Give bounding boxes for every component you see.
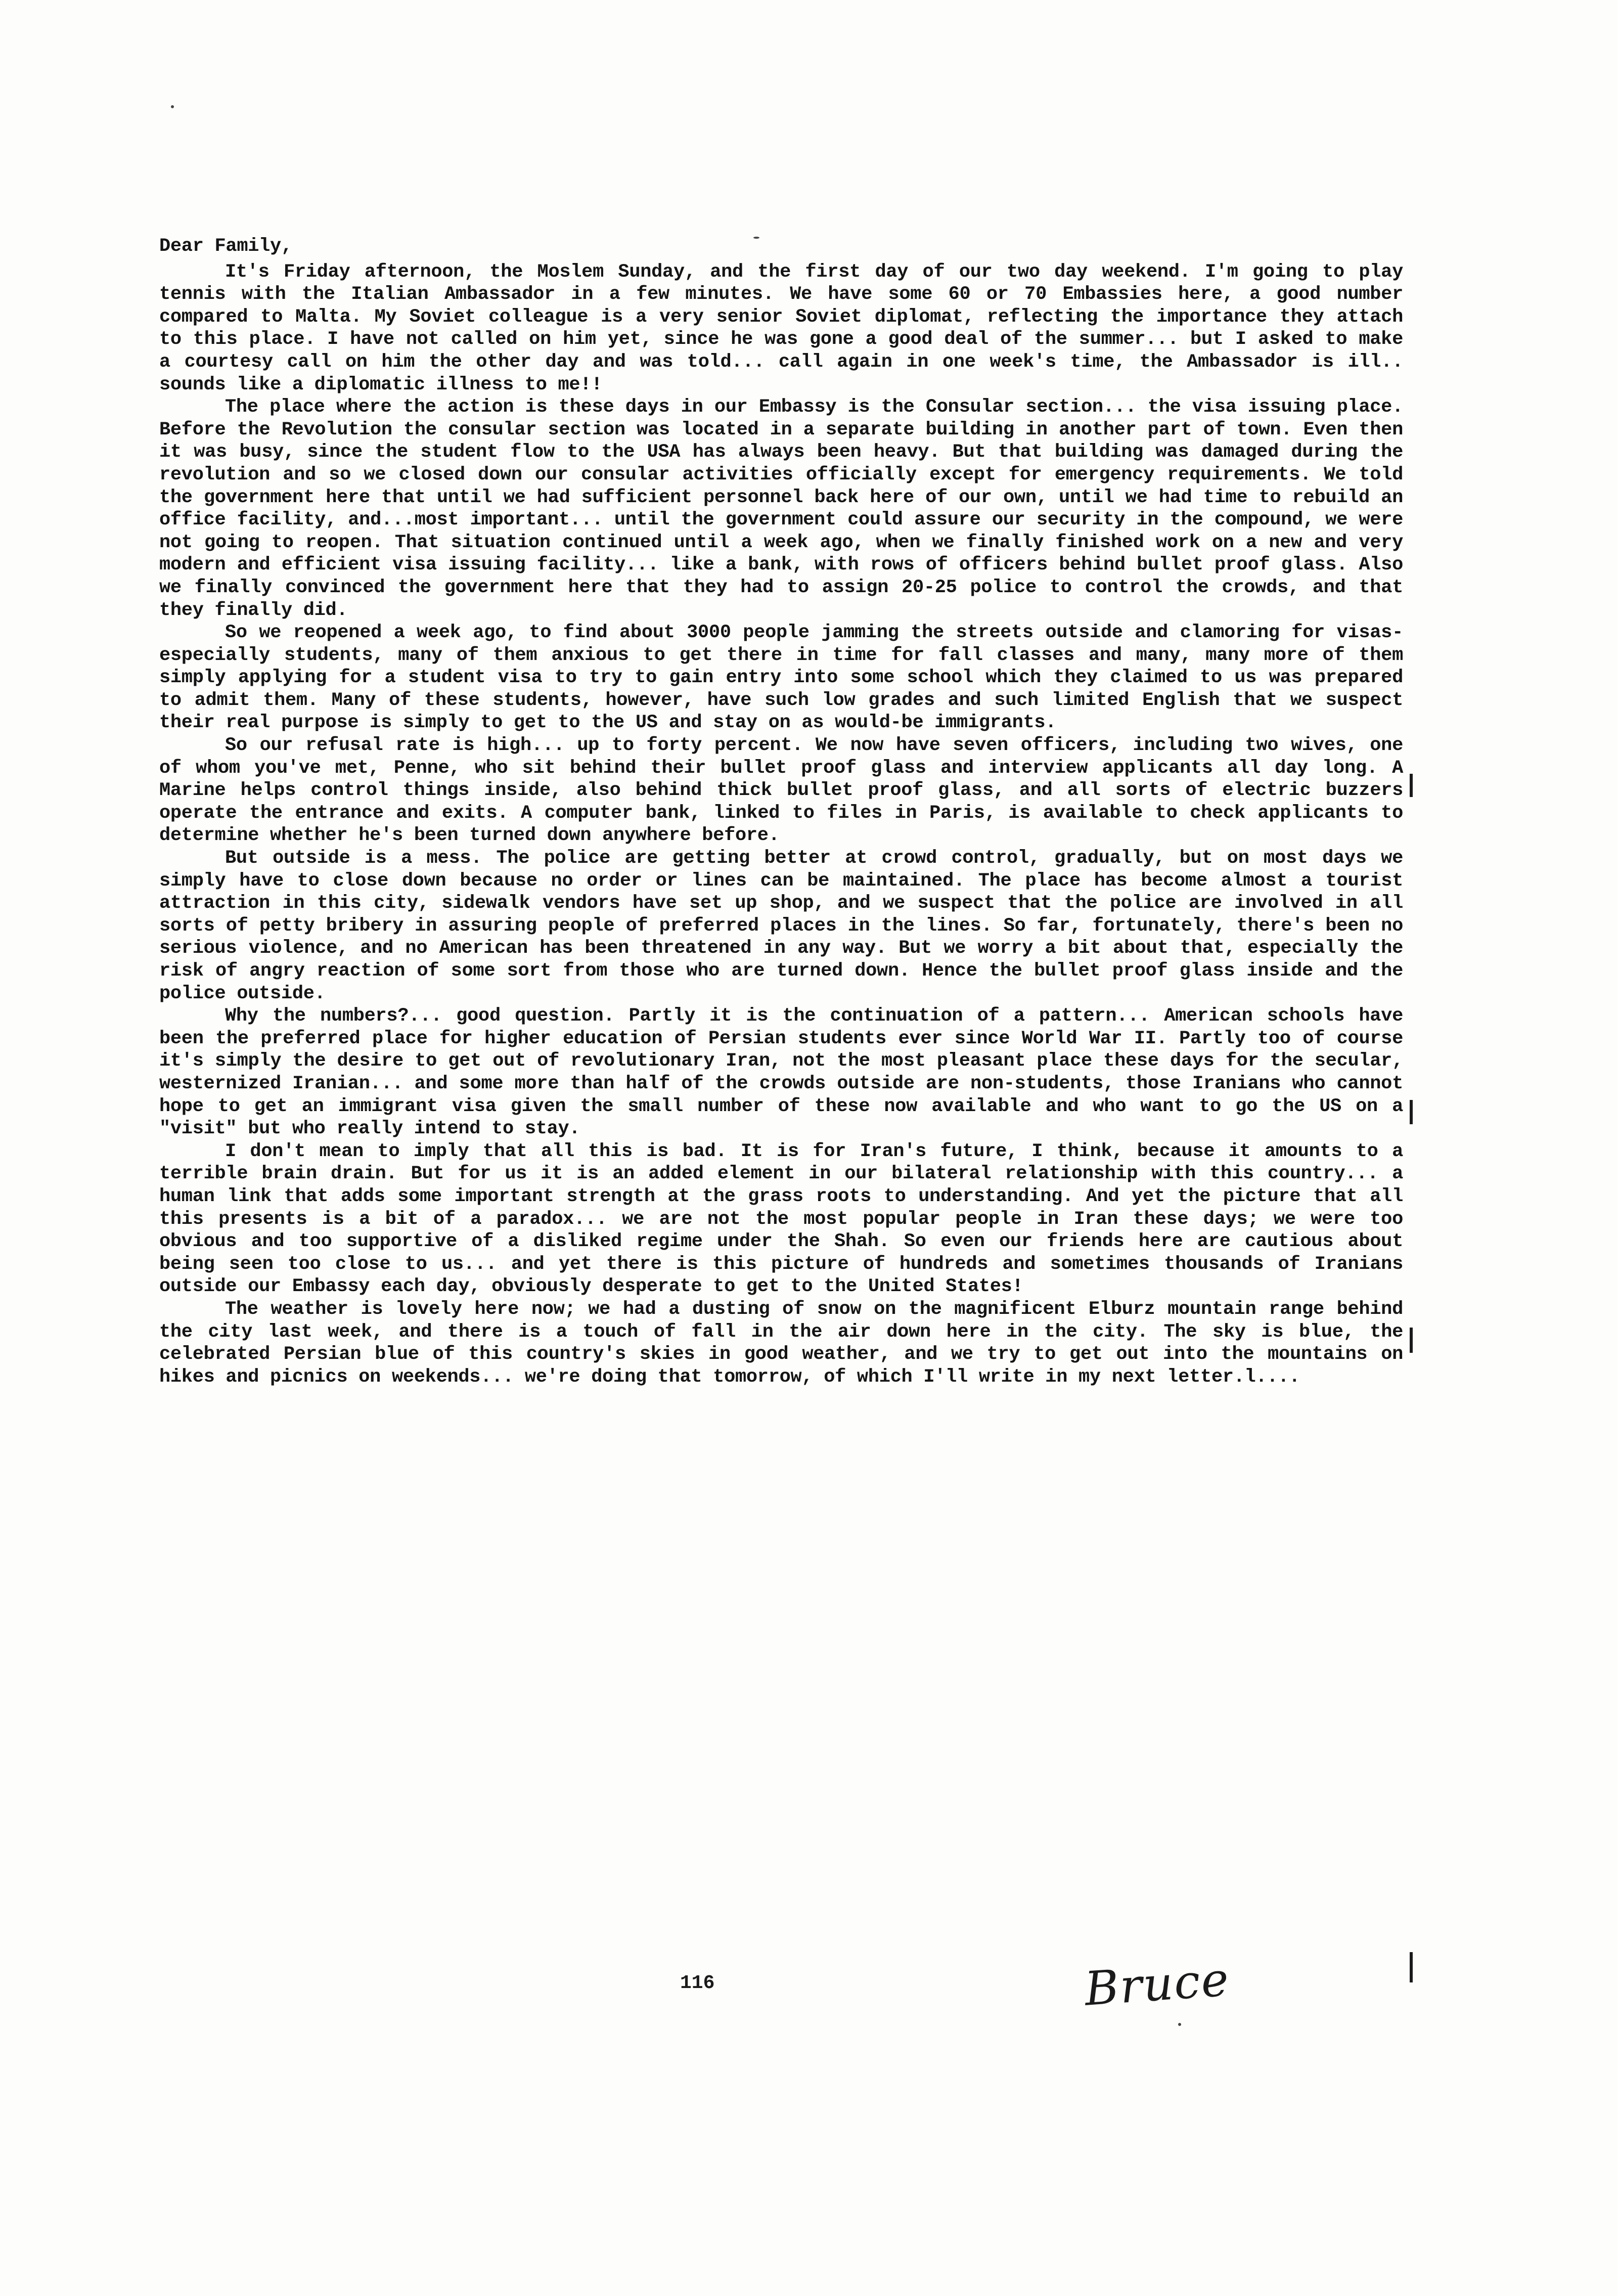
margin-mark <box>1410 1100 1413 1124</box>
margin-mark <box>1410 1952 1413 1982</box>
paragraph-weekend-greeting: It's Friday afternoon, the Moslem Sunday, and the first day of our two day weekend. I'm going to play tennis with the Italian Ambassador in a few minutes. We have some 60 or 70 Embassies here, a good number compared to Malta. My Soviet colleague is a very senior Soviet diplomat, reflecting the importance they attach to this place. I have not called on him yet, since he was gone a good deal of the summer... but I asked to make a courtesy call on him the other day and was told... call again in one week's time, the Ambassador is ill.. sounds like a diplomatic illness to me!! <box>159 261 1403 395</box>
paragraph-brain-drain: I don't mean to imply that all this is bad. It is for Iran's future, I think, because it amounts to a terrible brain drain. But for us it is an added element in our bilateral relationship with this country... a human link that adds some important strength at the grass roots to understanding. And yet the picture that all this presents is a bit of a paradox... we are not the most popular people in Iran these days; we were too obvious and too supportive of a disliked regime under the Shah. So even our friends here are cautious about being seen too close to us... and yet there is this picture of hundreds and sometimes thousands of Iranians outside our Embassy each day, obviously desperate to get to the United States! <box>159 1140 1403 1298</box>
paper-speck <box>171 105 174 108</box>
signature: Bruce <box>1083 1952 1232 2016</box>
paragraph-consular-section: The place where the action is these days in our Embassy is the Consular section... the visa issuing place. Before the Revolution the consular section was located in a separate building in another part of town. Even then it was busy, since the student flow to the USA has always been heavy. But that building was damaged during the revolution and so we closed down our consular activities officially except for emergency requirements. We told the government here that until we had sufficient personnel back here of our own, until we had time to rebuild an office facility, and...most important... until the government could assure our security in the compound, we were not going to reopen. That situation continued until a week ago, when we finally finished work on a new and very modern and efficient visa issuing facility... like a bank, with rows of officers behind bullet proof glass. Also we finally convinced the government here that they had to assign 20-25 police to control the crowds, and that they finally did. <box>159 396 1403 621</box>
salutation: Dear Family, <box>159 236 292 257</box>
paragraph-weather-closing: The weather is lovely here now; we had a dusting of snow on the magnificent Elburz mountain range behind the city last week, and there is a touch of fall in the air down here in the city. The sky is blue, the celebrated Persian blue of this country's skies in good weather, and we try to get out into the mountains on hikes and picnics on weekends... we're doing that tomorrow, of which I'll write in my next letter.l.... <box>159 1298 1403 1388</box>
paragraph-why-numbers: Why the numbers?... good question. Partly it is the continuation of a pattern... American schools have been the preferred place for higher education of Persian students ever since World War II. Partly too of course it's simply the desire to get out of revolutionary Iran, not the most pleasant place these days for the secular, westernized Iranian... and some more than half of the crowds outside are non-students, those Iranians who cannot hope to get an immigrant visa given the small number of these now available and who want to go the US on a "visit" but who really intend to stay. <box>159 1005 1403 1140</box>
page-number: 116 <box>680 1972 715 1994</box>
paper-speck <box>1178 2023 1181 2026</box>
paragraph-crowd-outside: But outside is a mess. The police are getting better at crowd control, gradually, but on most days we simply have to close down because no order or lines can be maintained. The place has become almost a tourist attraction in this city, sidewalk vendors have set up shop, and we suspect that the police are involved in all sorts of petty bribery in assuring people of preferred places in the lines. So far, fortunately, there's been no serious violence, and no American has been threatened in any way. But we worry a bit about that, especially the risk of angry reaction of some sort from those who are turned down. Hence the bullet proof glass inside and the police outside. <box>159 848 1403 1004</box>
paragraph-reopening: So we reopened a week ago, to find about 3000 people jamming the streets outside and clamoring for visas- especially students, many of them anxious to get there in time for fall classes and many, many more of them simply applying for a student visa to try to gain entry into some school which they claimed to us was prepared to admit them. Many of these students, however, have such low grades and such limited English that we suspect their real purpose is simply to get to the US and stay on as would-be immigrants. <box>159 622 1403 734</box>
paragraph-refusal-rate: So our refusal rate is high... up to forty percent. We now have seven officers, including two wives, one of whom you've met, Penne, who sit behind their bullet proof glass and interview applicants all day long. A Marine helps control things inside, also behind thick bullet proof glass, and all sorts of electric buzzers operate the entrance and exits. A computer bank, linked to files in Paris, is available to check applicants to determine whether he's been turned down anywhere before. <box>159 735 1403 847</box>
margin-mark <box>1410 1328 1413 1353</box>
margin-mark <box>1410 774 1413 797</box>
letter-body <box>159 235 1403 1388</box>
